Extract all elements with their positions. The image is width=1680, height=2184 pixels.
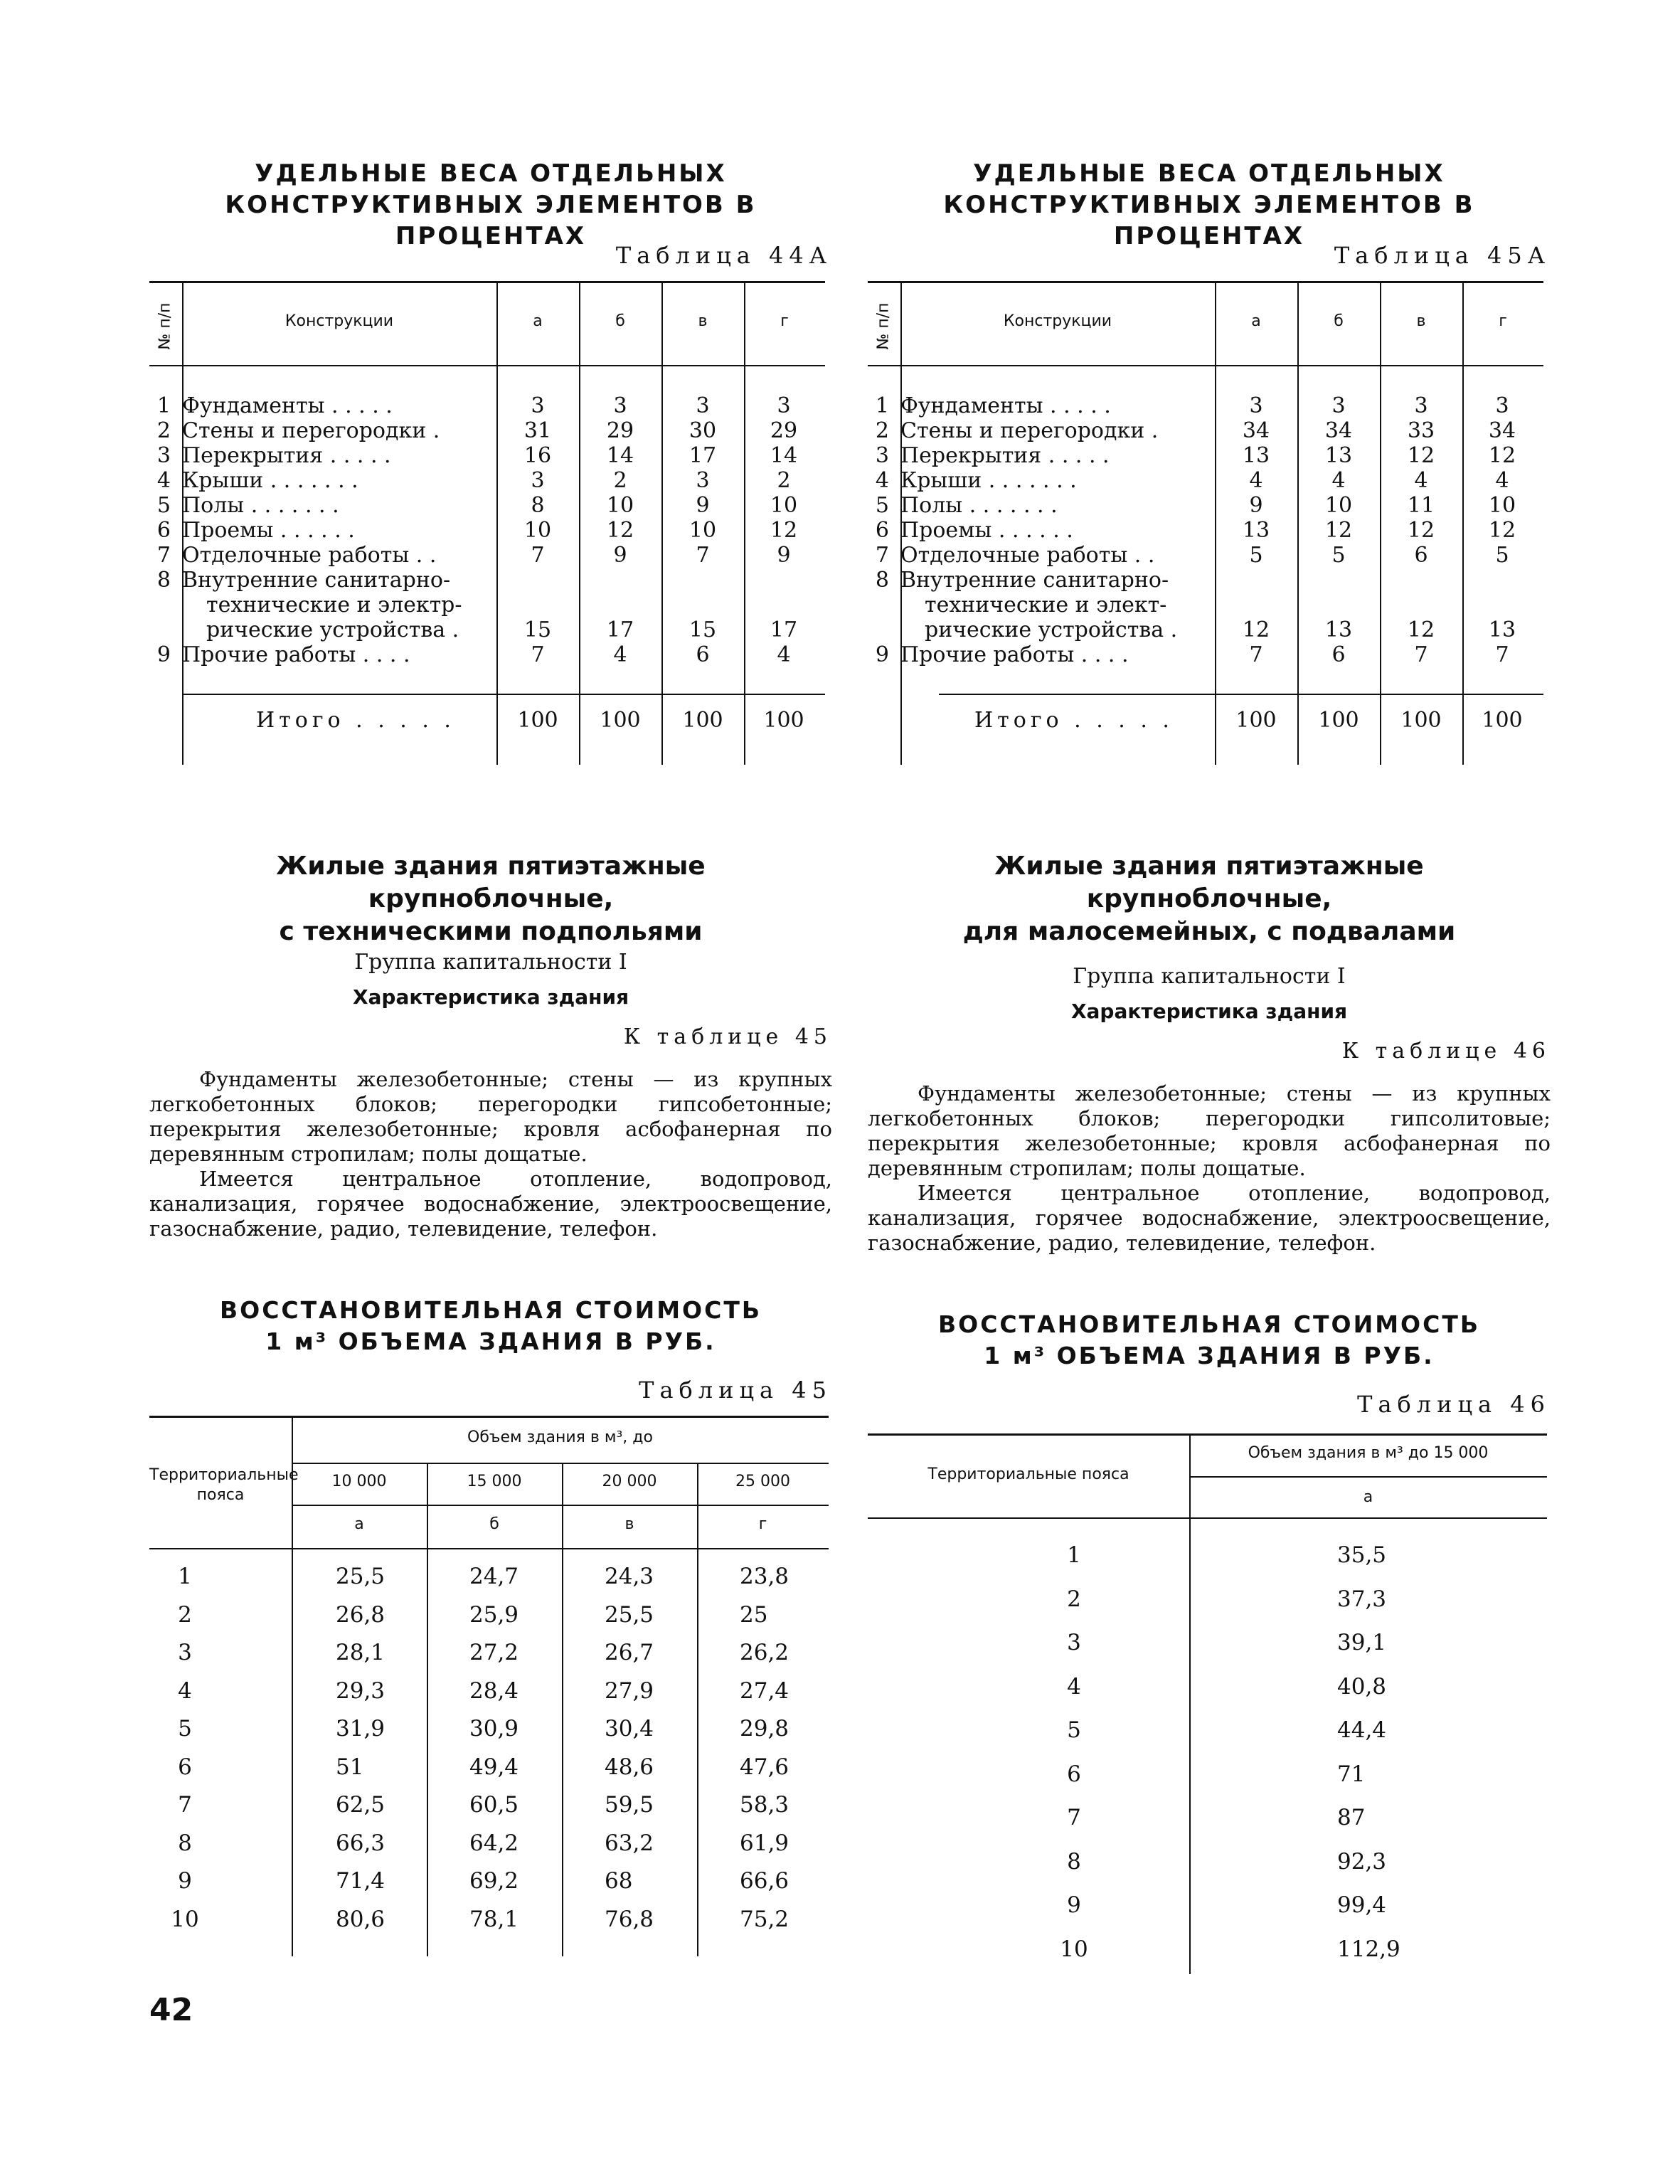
row-name: Внутренние санитарно- [182,568,451,593]
capital-group: Группа капитальности I [354,950,627,975]
cost-value: 68 [605,1868,633,1894]
cost-value: 24,3 [605,1564,654,1589]
cell-value: 12 [1242,617,1270,642]
row-name: Крыши . . . . . . . [900,468,1077,493]
cell-value: 29 [770,418,798,443]
table-row [149,1825,832,1862]
total-value: 100 [1482,708,1523,733]
volume-header: Объем здания в м³, до [467,1428,653,1446]
row-number: 7 [156,543,171,568]
description-paragraph: Имеется центральное отопление, водопровод, канализация, горячее водоснабжение, электроосвещение, газоснабжение, радио, телевидение, телефон. [868,1181,1551,1255]
section-title-line: с техническими подпольями [279,917,703,946]
table-rule [149,1548,829,1549]
left-column [149,0,832,2184]
zone-number: 3 [178,1640,192,1665]
cost-heading [149,1295,832,1357]
right-heading [868,158,1551,252]
cell-value: 10 [689,518,717,543]
cell-value: 12 [1488,518,1516,543]
cost-value: 26,8 [336,1601,386,1628]
row-number: 9 [875,642,889,667]
cost-value: 23,8 [740,1564,790,1589]
col-header: в [1416,312,1426,330]
row-number: 1 [875,393,889,418]
cell-value: 12 [606,518,634,543]
row-number: 1 [156,393,171,418]
col-divider [1462,281,1464,765]
col-header: а [1251,312,1261,330]
cell-value: 3 [1495,393,1509,418]
cell-value: 14 [770,443,798,468]
table-row [149,1673,832,1710]
table-row [868,1624,1551,1662]
description-paragraph: Фундаменты железобетонные; стены — из крупных легкобетонных блоков; перегородки гипсолитовые; перекрытия железобетонные; кровля асбофанерная по деревянным стропилам; полы дощатые. [868,1081,1551,1180]
cell-value: 3 [777,393,791,418]
cost-value: 29,3 [336,1677,386,1704]
cell-value: 8 [531,493,545,518]
description [149,1067,832,1241]
zone-number: 10 [1060,1936,1088,1962]
cell-value: 4 [1249,468,1263,493]
table-rule [149,365,825,366]
heading-line: ВОССТАНОВИТЕЛЬНАЯ СТОИМОСТЬ [938,1310,1480,1338]
col-header: б [615,312,625,330]
row-name: Прочие работы . . . . [900,642,1129,667]
cost-table-45 [149,1416,832,1956]
cell-value: 34 [1324,418,1353,443]
cell-value: 13 [1488,617,1516,642]
row-name: рические устройства . [206,617,459,642]
cell-value: 10 [1324,493,1353,518]
zone-number: 8 [178,1830,192,1856]
cost-value: 28,1 [336,1640,386,1665]
cost-value: 27,2 [469,1640,519,1665]
table-row [868,1537,1551,1574]
cell-value: 12 [1324,518,1353,543]
zone-number: 1 [1067,1542,1081,1568]
table-rule [1189,1476,1547,1478]
cost-value: 48,6 [605,1754,654,1780]
cost-value: 28,4 [469,1677,519,1704]
zone-number: 9 [178,1868,192,1894]
row-name: Перекрытия . . . . . [900,443,1110,468]
cell-value: 12 [1407,617,1435,642]
zone-number: 4 [178,1677,192,1704]
cell-value: 3 [1249,393,1263,418]
row-number: 4 [156,468,171,493]
row-name: Фундаменты . . . . . [900,393,1111,418]
page-number: 42 [149,1992,193,2028]
col-divider [661,281,663,765]
cost-value: 27,4 [740,1677,790,1704]
volume-header: Объем здания в м³ до 15 000 [1248,1444,1489,1462]
cell-value: 4 [613,642,627,667]
section-title [149,850,832,948]
row-name: Полы . . . . . . . [182,493,339,518]
col-header: в [624,1515,634,1533]
cost-value: 25,5 [605,1601,654,1628]
table-row [149,1558,832,1596]
col-header: а [354,1515,364,1533]
table-row [149,1596,832,1634]
col-divider [1297,281,1299,765]
cost-value: 51 [336,1754,364,1780]
right-column [868,0,1551,2184]
cell-value: 17 [606,617,634,642]
cell-value: 33 [1407,418,1435,443]
table-rule [868,1433,1547,1436]
row-number: 5 [875,493,889,518]
cell-value: 12 [1407,443,1435,468]
cell-value: 3 [696,468,710,493]
row-name: Отделочные работы . . [182,543,437,568]
cost-value: 26,2 [740,1640,790,1665]
cell-value: 3 [1331,393,1346,418]
cost-heading [868,1309,1551,1372]
table-rule [868,281,1543,283]
row-number: 6 [156,518,171,543]
row-name: Фундаменты . . . . . [182,393,393,418]
volume-value: 10 000 [331,1473,387,1490]
table-label: Таблица 45 [639,1377,832,1404]
cell-value: 17 [770,617,798,642]
section-title-line: Жилые здания пятиэтажные крупноблочные, [276,852,706,913]
table-label: Таблица 45А [1334,242,1551,269]
cost-value: 25 [740,1601,768,1628]
table-row [149,1786,832,1824]
col-header: а [1363,1488,1373,1506]
heading-line: УДЕЛЬНЫЕ ВЕСА ОТДЕЛЬНЫХ [973,159,1445,188]
cost-value: 59,5 [605,1792,654,1818]
capital-group: Группа капитальности I [1073,964,1346,989]
table-rule [292,1505,829,1506]
cell-value: 10 [523,518,552,543]
row-number: 5 [156,493,171,518]
cost-value: 39,1 [1337,1630,1387,1655]
row-name: Стены и перегородки . [182,418,440,443]
cell-value: 9 [696,493,710,518]
table-row [868,1581,1551,1618]
cell-value: 2 [777,468,791,493]
zone-number: 2 [1067,1586,1081,1612]
total-value: 100 [600,708,641,733]
table-rule [149,1416,829,1418]
cell-value: 12 [1488,443,1516,468]
cost-value: 112,9 [1337,1936,1400,1962]
cell-value: 34 [1242,418,1270,443]
cell-value: 6 [1414,543,1428,568]
total-value: 100 [517,708,558,733]
cell-value: 10 [1488,493,1516,518]
cost-value: 29,8 [740,1716,790,1742]
cell-value: 3 [613,393,627,418]
pct-table-44a [149,281,825,772]
zone-header: Территориальные пояса [149,1466,299,1504]
zone-number: 6 [1067,1761,1081,1787]
cell-value: 7 [1414,642,1428,667]
heading-line: КОНСТРУКТИВНЫХ ЭЛЕМЕНТОВ В ПРОЦЕНТАХ [225,191,757,250]
num-col-header: № п/п [156,302,174,350]
col-header: г [780,312,789,330]
cell-value: 6 [1331,642,1346,667]
cost-value: 30,4 [605,1716,654,1742]
table-row [868,1756,1551,1793]
cell-value: 5 [1331,543,1346,568]
cell-value: 3 [531,468,545,493]
cost-value: 71 [1337,1761,1366,1787]
num-col-header: № п/п [874,302,893,350]
cost-value: 47,6 [740,1754,790,1780]
section-title [868,850,1551,948]
cell-value: 9 [777,543,791,568]
table-rule [182,694,825,695]
row-number: 8 [875,568,889,593]
cell-value: 12 [1407,518,1435,543]
table-label: Таблица 46 [1357,1391,1551,1418]
zone-number: 10 [171,1906,199,1932]
cost-value: 92,3 [1337,1848,1387,1875]
table-row [149,1749,832,1786]
table-rule [149,281,825,283]
cell-value: 4 [1495,468,1509,493]
zone-number: 8 [1067,1848,1081,1875]
row-number: 3 [875,443,889,468]
total-label: Итого . . . . . [974,708,1174,733]
cell-value: 4 [777,642,791,667]
col-divider [1380,281,1381,765]
col-header: г [1499,312,1507,330]
heading-line: 1 м³ ОБЪЕМА ЗДАНИЯ В РУБ. [265,1327,716,1355]
cell-value: 7 [531,543,545,568]
cost-value: 69,2 [469,1868,519,1894]
description [868,1081,1551,1256]
cell-value: 31 [523,418,552,443]
row-number: 2 [875,418,889,443]
cell-value: 13 [1242,518,1270,543]
table-row [868,1931,1551,1968]
table-row [868,1887,1551,1924]
row-name: рические устройства . [925,617,1178,642]
cost-value: 24,7 [469,1564,519,1589]
name-col-header: Конструкции [1003,312,1112,330]
to-table-label: К таблице 45 [623,1024,832,1049]
row-name: Прочие работы . . . . [182,642,410,667]
cell-value: 13 [1324,617,1353,642]
cell-value: 16 [523,443,552,468]
total-value: 100 [763,708,804,733]
total-value: 100 [1400,708,1442,733]
cell-value: 9 [1249,493,1263,518]
cell-value: 4 [1414,468,1428,493]
cell-value: 10 [770,493,798,518]
table-row [149,1862,832,1900]
cell-value: 5 [1495,543,1509,568]
zone-number: 5 [1067,1717,1081,1743]
cost-value: 61,9 [740,1830,790,1856]
table-row [149,1634,832,1672]
cost-value: 78,1 [469,1906,519,1932]
row-number: 7 [875,543,889,568]
total-value: 100 [1235,708,1277,733]
section-title-line: для малосемейных, с подвалами [962,917,1456,946]
table-rule [292,1463,829,1464]
table-row [868,1712,1551,1749]
section-title-line: Жилые здания пятиэтажные крупноблочные, [994,852,1424,913]
zone-number: 5 [178,1716,192,1742]
cost-value: 37,3 [1337,1586,1387,1612]
cost-value: 71,4 [336,1868,386,1894]
heading-line: КОНСТРУКТИВНЫХ ЭЛЕМЕНТОВ В ПРОЦЕНТАХ [943,191,1475,250]
heading-line: 1 м³ ОБЪЕМА ЗДАНИЯ В РУБ. [984,1342,1435,1369]
row-name: технические и элект- [925,593,1167,617]
cost-value: 64,2 [469,1830,519,1856]
cell-value: 12 [770,518,798,543]
cost-value: 87 [1337,1805,1366,1830]
cell-value: 7 [1495,642,1509,667]
cell-value: 34 [1488,418,1516,443]
description-paragraph: Фундаменты железобетонные; стены — из крупных легкобетонных блоков; перегородки гипсобетонные; перекрытия железобетонные; кровля асбофанерная по деревянным стропилам; полы дощатые. [149,1067,832,1166]
cost-value: 26,7 [605,1640,654,1665]
cost-value: 30,9 [469,1716,519,1742]
cost-value: 27,9 [605,1677,654,1704]
table-rule [868,1517,1547,1519]
table-row [149,1901,832,1939]
col-divider [744,281,745,765]
zone-number: 6 [178,1754,192,1780]
cell-value: 15 [523,617,552,642]
zone-number: 2 [178,1601,192,1628]
volume-value: 25 000 [735,1473,790,1490]
table-rule [868,365,1543,366]
cell-value: 3 [531,393,545,418]
cost-value: 80,6 [336,1906,386,1932]
zone-header: Территориальные пояса [927,1465,1129,1483]
cell-value: 13 [1242,443,1270,468]
cell-value: 2 [613,468,627,493]
cell-value: 15 [689,617,717,642]
col-header: в [698,312,708,330]
volume-value: 15 000 [467,1473,522,1490]
col-divider [579,281,580,765]
col-header: г [758,1515,767,1533]
row-name: Перекрытия . . . . . [182,443,391,468]
cost-value: 58,3 [740,1792,790,1818]
cost-value: 60,5 [469,1792,519,1818]
cell-value: 6 [696,642,710,667]
cost-value: 35,5 [1337,1542,1387,1568]
row-number: 3 [156,443,171,468]
cell-value: 5 [1249,543,1263,568]
heading-line: УДЕЛЬНЫЕ ВЕСА ОТДЕЛЬНЫХ [255,159,727,188]
col-header: б [1334,312,1344,330]
cost-value: 25,9 [469,1601,519,1628]
col-header: а [533,312,543,330]
table-label: Таблица 44А [615,242,832,269]
zone-number: 7 [178,1792,192,1818]
cell-value: 3 [1414,393,1428,418]
total-label: Итого . . . . . [256,708,455,733]
cost-value: 66,6 [740,1868,790,1894]
cell-value: 7 [531,642,545,667]
to-table-label: К таблице 46 [1341,1039,1551,1064]
cell-value: 14 [606,443,634,468]
cell-value: 7 [1249,642,1263,667]
row-number: 2 [156,418,171,443]
row-name: Стены и перегородки . [900,418,1159,443]
cost-table-46 [868,1433,1551,1974]
row-name: Проемы . . . . . . [900,518,1073,543]
table-row [868,1843,1551,1881]
row-name: Полы . . . . . . . [900,493,1058,518]
cost-value: 76,8 [605,1906,654,1932]
cost-value: 40,8 [1337,1673,1387,1700]
total-value: 100 [1318,708,1359,733]
cell-value: 13 [1324,443,1353,468]
cell-value: 10 [606,493,634,518]
cost-value: 62,5 [336,1792,386,1818]
zone-number: 7 [1067,1805,1081,1830]
description-paragraph: Имеется центральное отопление, водопровод, канализация, горячее водоснабжение, электроосвещение, газоснабжение, радио, телевидение, телефон. [149,1167,832,1241]
zone-number: 3 [1067,1630,1081,1655]
zone-number: 1 [178,1564,192,1589]
row-number: 6 [875,518,889,543]
cost-value: 99,4 [1337,1892,1387,1918]
cell-value: 4 [1331,468,1346,493]
cell-value: 29 [606,418,634,443]
cost-value: 63,2 [605,1830,654,1856]
characteristic-title: Характеристика здания [1070,1000,1348,1023]
row-name: Внутренние санитарно- [900,568,1169,593]
row-name: Отделочные работы . . [900,543,1155,568]
cell-value: 30 [689,418,717,443]
row-name: Крыши . . . . . . . [182,468,358,493]
characteristic-title: Характеристика здания [352,985,629,1009]
pct-table-45a [868,281,1543,772]
row-name: Проемы . . . . . . [182,518,355,543]
table-row [868,1668,1551,1706]
cost-value: 75,2 [740,1906,790,1932]
heading-line: ВОССТАНОВИТЕЛЬНАЯ СТОИМОСТЬ [220,1296,762,1324]
total-value: 100 [682,708,723,733]
cell-value: 17 [689,443,717,468]
row-number: 8 [156,568,171,593]
cell-value: 9 [613,543,627,568]
cost-value: 25,5 [336,1564,386,1589]
table-row [149,1710,832,1748]
col-header: б [489,1515,499,1533]
zone-number: 4 [1067,1673,1081,1700]
zone-number: 9 [1067,1892,1081,1918]
cell-value: 3 [696,393,710,418]
row-number: 9 [156,642,171,667]
cost-value: 66,3 [336,1830,386,1856]
cost-value: 31,9 [336,1716,386,1742]
table-rule [939,694,1543,695]
cost-value: 49,4 [469,1754,519,1780]
row-number: 4 [875,468,889,493]
cell-value: 7 [696,543,710,568]
row-name: технические и электр- [206,593,462,617]
volume-value: 20 000 [602,1473,657,1490]
cell-value: 11 [1407,493,1435,518]
table-row [868,1799,1551,1837]
name-col-header: Конструкции [285,312,394,330]
left-heading [149,158,832,252]
cost-value: 44,4 [1337,1717,1387,1743]
